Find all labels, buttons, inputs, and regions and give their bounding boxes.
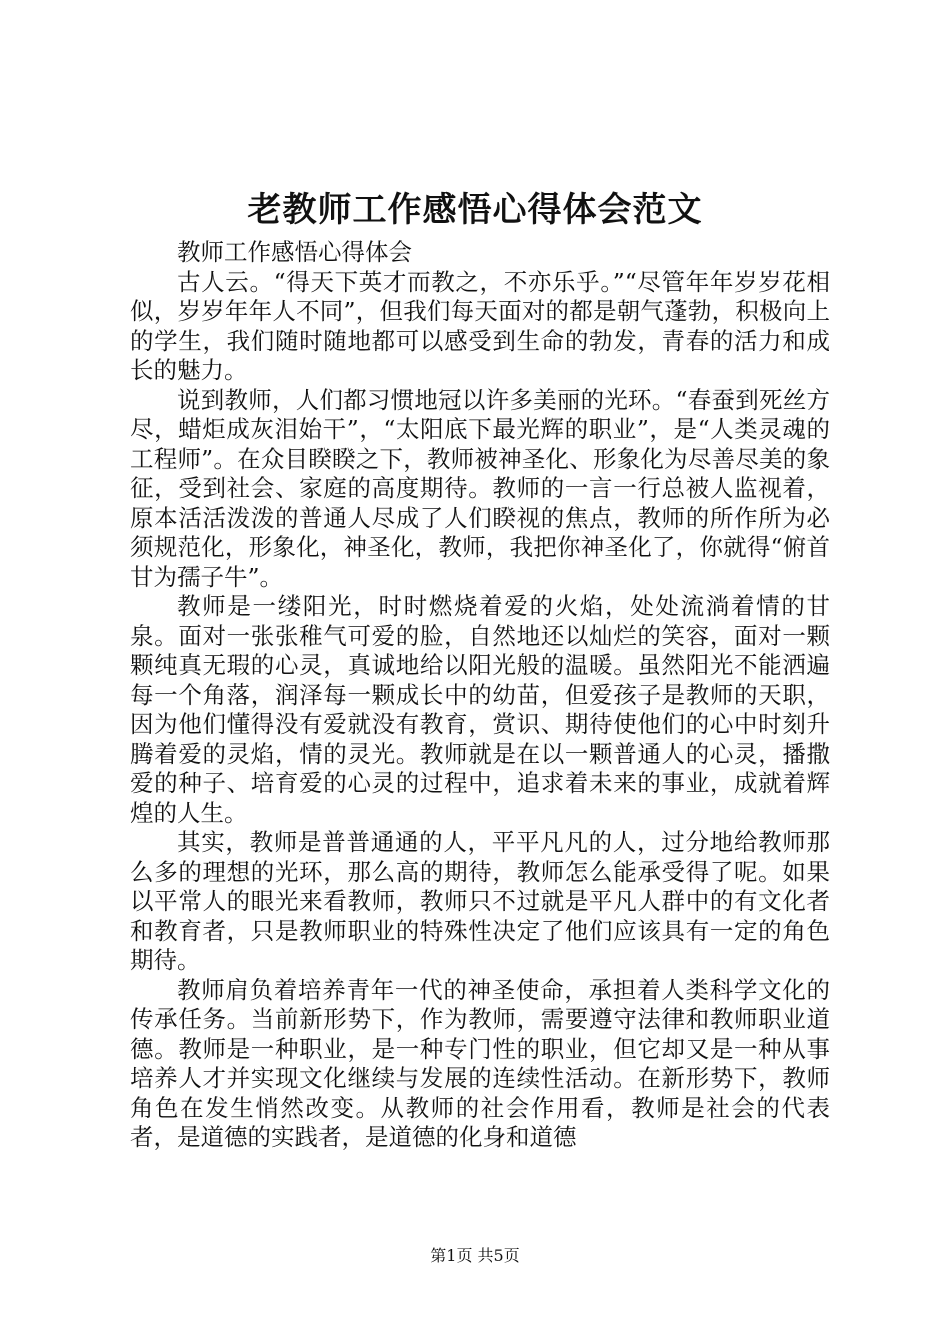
page-number-footer: 第1页 共5页 [430,1246,520,1265]
paragraph-subtitle: 教师工作感悟心得体会 [177,238,412,266]
paragraph: 其实，教师是普普通通的人，平平凡凡的人，过分地给教师那么多的理想的光环，那么高的期待，教师怎么能承受得了呢。如果以平常人的眼光来看教师，教师只不过就是平凡人群中的有文化者和教育者，只是教师职业的特殊性决定了他们应该具有一定的角色期待。 [130,828,830,974]
paragraph: 教师是一缕阳光，时时燃烧着爱的火焰，处处流淌着情的甘泉。面对一张张稚气可爱的脸，自然地还以灿烂的笑容，面对一颗颗纯真无瑕的心灵，真诚地给以阳光般的温暖。虽然阳光不能洒遍每一个角落，润泽每一颗成长中的幼苗，但爱孩子是教师的天职，因为他们懂得没有爱就没有教育，赏识、期待使他们的心中时刻升腾着爱的灵焰，情的灵光。教师就是在以一颗普通人的心灵，播撒爱的种子、培育爱的心灵的过程中，追求着未来的事业，成就着辉煌的人生。 [130,592,830,827]
document-body [130,238,830,1153]
document-title: 老教师工作感悟心得体会范文 [247,190,703,230]
paragraph: 古人云。“得天下英才而教之，不亦乐乎。”“尽管年年岁岁花相似，岁岁年年人不同”，但我们每天面对的都是朝气蓬勃，积极向上的学生，我们随时随地都可以感受到生命的勃发，青春的活力和成长的魅力。 [130,267,830,384]
paragraph: 教师肩负着培养青年一代的神圣使命，承担着人类科学文化的传承任务。当前新形势下，作为教师，需要遵守法律和教师职业道德。教师是一种职业，是一种专门性的职业，但它却又是一种从事培养人才并实现文化继续与发展的连续性活动。在新形势下，教师角色在发生悄然改变。从教师的社会作用看，教师是社会的代表者，是道德的实践者，是道德的化身和道德 [130,975,830,1151]
paragraph: 说到教师，人们都习惯地冠以许多美丽的光环。“春蚕到死丝方尽，蜡炬成灰泪始干”，“太阳底下最光辉的职业”，是“人类灵魂的工程师”。在众目睽睽之下，教师被神圣化、形象化为尽善尽美的象征，受到社会、家庭的高度期待。教师的一言一行总被人监视着，原本活活泼泼的普通人尽成了人们睽视的焦点，教师的所作所为必须规范化，形象化，神圣化，教师，我把你神圣化了，你就得“俯首甘为孺子牛”。 [130,385,830,591]
